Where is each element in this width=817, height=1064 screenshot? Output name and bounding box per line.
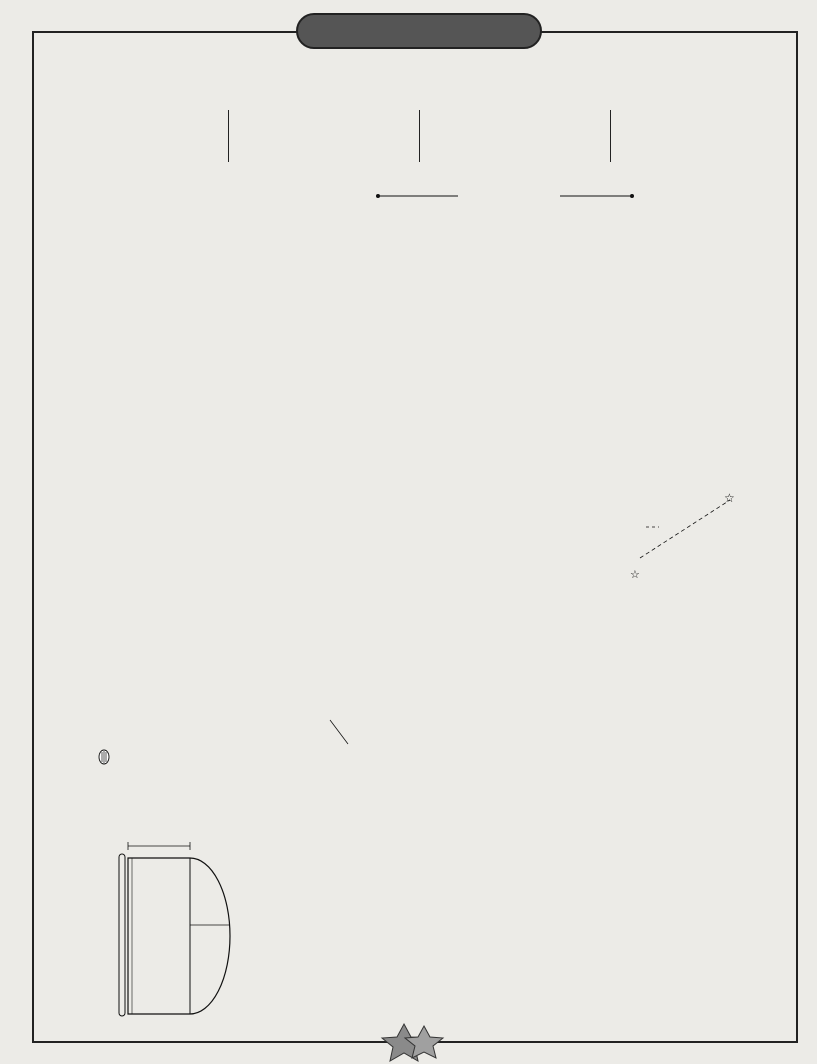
join-guide-line: [640, 500, 730, 558]
legend-symbol-icon: [99, 750, 109, 764]
diagram-a: [330, 491, 735, 744]
diagram-b: [376, 194, 634, 198]
star-marker-icon: ☆: [630, 569, 640, 581]
skill-level-badge: [352, 1028, 492, 1054]
rnd12-pointer: [330, 720, 348, 744]
cap-schematic: [119, 842, 230, 1016]
motif-label: [376, 194, 634, 198]
star-marker-icon: ☆: [724, 491, 735, 505]
